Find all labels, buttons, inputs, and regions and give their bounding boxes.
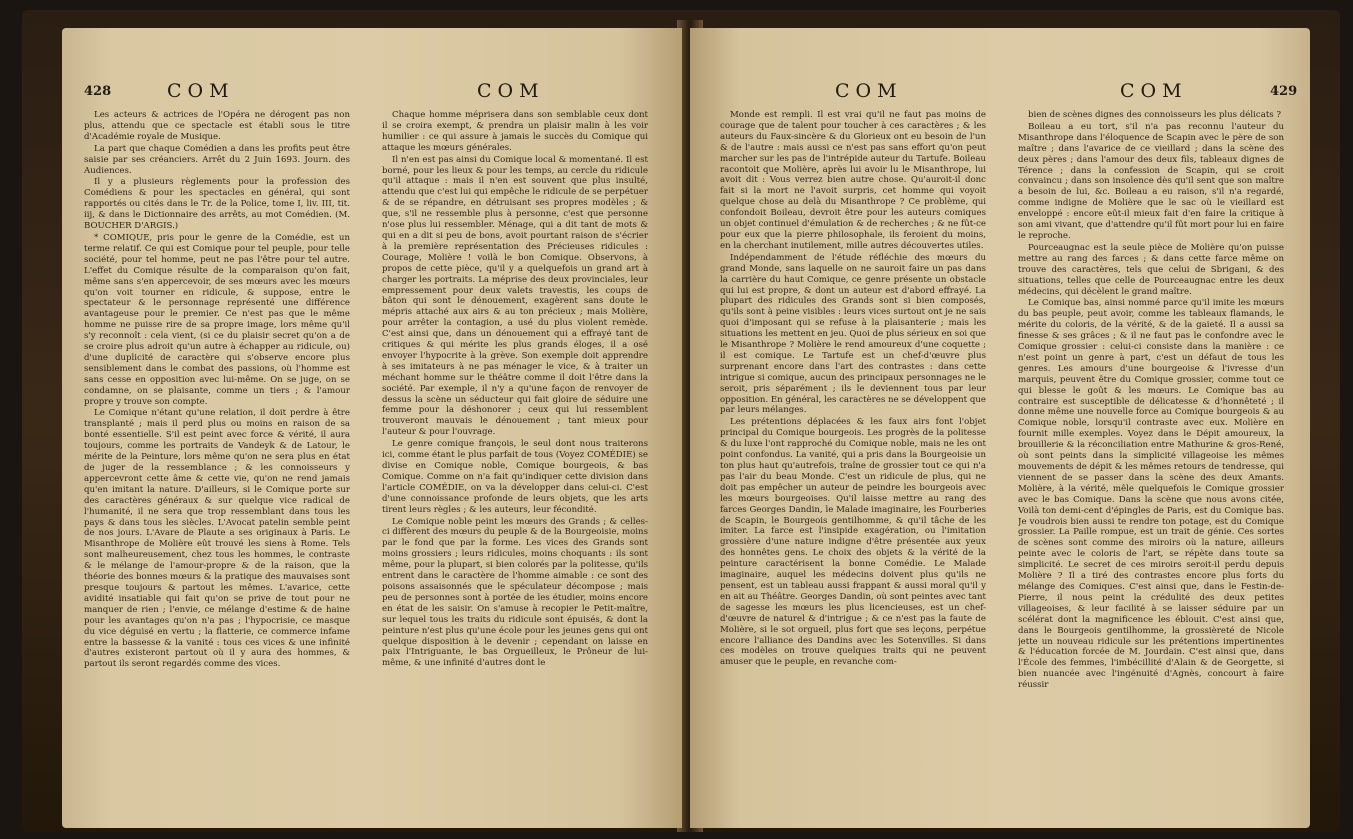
paragraph: Le Comique noble peint les mœurs des Grands ; & celles-ci diffèrent des mœurs du peuple & de la Bourgeoisie, moins par le fond que par la forme. Les vices des Grands sont moins grossiers ; leurs ridicules, moins choquants : ils sont même, pour la plupart, si bien colorés par la politesse, qu'ils entrent dans le caractère de l'homme aimable : ce sont des poisons assaisonnés que le spéculateur décompose ; mais peu de personnes sont à portée de les étudier, moins encore en état de les saisir. On s'amuse à recopier le Petit-maître, sur lequel tous les traits du ridicule sont épuisés, & dont la peinture n'est plus qu'une école pour les jeunes gens qui ont quelque disposition à le devenir ; cependant on laisse en paix l'Intriguante, le bas Orgueilleux, le Prôneur de lui-même, & une infinité d'autres dont le <box>382 516 648 669</box>
book-spread <box>22 10 1340 832</box>
paragraph: Le Comique bas, ainsi nommé parce qu'il imite les mœurs du bas peuple, peut avoir, comme les tableaux flamands, le mérite du coloris, de la vérité, & de la gaieté. Il a aussi sa finesse & ses grâces ; & il ne faut pas le confondre avec le Comique grossier : celui-ci consiste dans la manière : ce n'est point un genre à part, c'est un défaut de tous les genres. Les amours d'une bourgeoise & l'ivresse d'un marquis, peuvent être du Comique grossier, comme tout ce qui blesse le goût & les mœurs. Le Comique bas au contraire est susceptible de délicatesse & d'honnêteté ; il donne même une nouvelle force au Comique bourgeois & au Comique noble, lorsqu'il contraste avec eux. Molière en fournit mille exemples. Voyez dans le Dépit amoureux, la brouillerie & la réconciliation entre Mathurine & gros-René, où sont peints dans la simplicité villageoise les mêmes mouvements de dépit & les mêmes retours de tendresse, qui viennent de se passer dans la scène des deux Amants. Molière, à la vérité, mêle quelquefois le Comique grossier avec le bas Comique. Dans la scène que nous avons citée, Voilà ton demi-cent d'épingles de Paris, est du Comique bas. Je voudrois bien aussi te rendre ton potage, est du Comique grossier. La Paille rompue, est un trait de génie. Ces sortes de scènes sont comme des miroirs où la nature, ailleurs peinte avec le coloris de l'art, se répète dans toute sa simplicité. Le secret de ces miroirs seroit-il perdu depuis Molière ? Il a tiré des contrastes encore plus forts du mélange des Comiques. C'est ainsi que, dans le Festin-de-Pierre, il nous peint la crédulité des deux petites villageoises, & leur facilité à se laisser séduire par un scélérat dont la magnificence les éblouit. C'est ainsi que, dans le Bourgeois gentilhomme, la grossièreté de Nicole jette un nouveau ridicule sur les prétentions impertinentes & l'éducation forcée de M. Jourdain. C'est ainsi que, dans l'École des femmes, l'imbécillité d'Alain & de Georgette, si bien nuancée avec l'ingénuité d'Agnès, concourt à faire réussir <box>1018 298 1284 691</box>
right-page <box>690 28 1310 828</box>
page-number-right: 429 <box>1270 84 1298 99</box>
paragraph: Le genre comique françois, le seul dont nous traiterons ici, comme étant le plus parfait de tous (Voyez COMÉDIE) se divise en Comique noble, Comique bourgeois, & bas Comique. Comme on n'a fait qu'indiquer cette division dans l'article COMÉDIE, on va la développer dans celui-ci. C'est d'une connoissance profonde de leurs objets, que les arts tirent leurs règles ; & les auteurs, leur fécondité. <box>382 439 648 515</box>
left-page-column-2 <box>382 110 648 810</box>
running-head-left-2: COM <box>477 80 545 102</box>
paragraph: Les prétentions déplacées & les faux airs font l'objet principal du Comique bourgeois. Les progrès de la politesse & du luxe l'ont rapproché du Comique noble, mais ne les ont point confondus. La vanité, qui a pris dans la Bourgeoisie un ton plus haut qu'autrefois, traîne de grossier tout ce qui n'a pas l'air du beau Monde. C'est un ridicule de plus, qui ne doit pas empêcher un auteur de peindre les bourgeois avec les mœurs bourgeoises. Qu'il laisse mettre au rang des farces Georges Dandin, le Malade imaginaire, les Fourberies de Scapin, le Bourgeois gentilhomme, & qu'il tâche de les imiter. La farce est l'insipide exagération, ou l'imitation grossière d'une nature indigne d'être présentée aux yeux des honnêtes gens. Le choix des objets & la vérité de la peinture caractérisent la bonne Comédie. Le Malade imaginaire, auquel les médecins doivent plus qu'ils ne pensent, est un tableau aussi frappant & aussi moral qu'il y en ait au Théâtre. Georges Dandin, où sont peintes avec tant de sagesse les mœurs les plus licencieuses, est un chef-d'œuvre de naturel & d'intrigue ; & ce n'est pas la faute de Molière, si le sot orgueil, plus fort que ses leçons, perpétue encore l'alliance des Dandins avec les Sotenvilles. Si dans ces modèles on trouve quelques traits qui ne peuvent amuser que le peuple, en revanche com- <box>720 417 986 668</box>
paragraph: * COMIQUE, pris pour le genre de la Comédie, est un terme relatif. Ce qui est Comique pour tel peuple, pour telle société, pour tel homme, peut ne pas l'être pour tel autre. L'effet du Comique résulte de la comparaison qu'on fait, même sans s'en appercevoir, de ses mœurs avec les mœurs qu'on voit tourner en ridicule, & suppose, entre le spectateur & le personnage représenté une différence avantageuse pour le premier. Ce n'est pas que le même homme ne puisse rire de sa propre image, lors même qu'il s'y reconnoît : cela vient, (si ce du plaisir secret qu'on a de se croire plus adroit qu'un autre à échapper au ridicule, ou) d'une duplicité de caractère qui s'observe encore plus sensiblement dans le combat des passions, où l'homme est sans cesse en opposition avec lui-même. On se juge, on se condamne, on se plaisante, comme un tiers ; & l'amour propre y trouve son compte. <box>84 232 350 407</box>
running-head-right-2: COM <box>1120 80 1188 102</box>
paragraph: Il y a plusieurs règlements pour la profession des Comédiens & pour les spectacles en général, qui sont rapportés ou cités dans le Tr. de la Police, tome I, liv. III, tit. iij, & dans le Dictionnaire des arrêts, au mot Comédien. (M. BOUCHER D'ARGIS.) <box>84 177 350 232</box>
paragraph: Monde est rempli. Il est vrai qu'il ne faut pas moins de courage que de talent pour toucher à ces caractères ; & les auteurs du Faux-sincère & du Glorieux ont eu besoin de l'un & de l'autre : mais aussi ce n'est pas sans effort qu'on peut marcher sur les pas de l'intrépide auteur du Tartufe. Boileau racontoit que Molière, après lui avoir lu le Misanthrope, lui avoit dit : Vous verrez bien autre chose. Qu'auroit-il donc fait si la mort ne l'avoit surpris, cet homme qui voyoit quelque chose au delà du Misanthrope ? Ce problème, qui confondoit Boileau, devroit être pour les auteurs comiques un objet continuel d'émulation & de recherches ; & ne fût-ce pour eux que la pierre philosophale, ils feroient du moins, en la cherchant inutilement, mille autres découvertes utiles. <box>720 110 986 251</box>
running-head-right-1: COM <box>835 80 903 102</box>
right-page-column-1 <box>720 110 986 810</box>
left-page <box>62 28 682 828</box>
page-number-left: 428 <box>84 84 112 99</box>
paragraph: La part que chaque Comédien a dans les profits peut être saisie par ses créanciers. Arrêt du 2 Juin 1693. Journ. des Audiences. <box>84 143 350 176</box>
paragraph: Chaque homme méprisera dans son semblable ceux dont il se croira exempt, & prendra un plaisir malin à les voir humilier : ce qui assure à jamais le succès du Comique qui attaque les mœurs générales. <box>382 110 648 153</box>
paragraph: Pourceaugnac est la seule pièce de Molière qu'on puisse mettre au rang des farces ; & dans cette farce même on trouve des caractères, tels que celui de Sbrigani, & des situations, telles que celle de Pourceaugnac entre les deux médecins, qui décèlent le grand maître. <box>1018 242 1284 297</box>
paragraph: bien de scènes dignes des connoisseurs les plus délicats ? <box>1028 110 1282 120</box>
paragraph: Les acteurs & actrices de l'Opéra ne dérogent pas non plus, attendu que ce spectacle est établi sous le titre d'Académie royale de Musique. <box>84 110 350 142</box>
running-head-left-1: COM <box>167 80 235 102</box>
right-page-column-2 <box>1018 110 1284 810</box>
left-page-column-1 <box>84 110 350 810</box>
paragraph: Boileau a eu tort, s'il n'a pas reconnu l'auteur du Misanthrope dans l'éloquence de Scapin avec le père de son maître ; dans l'avarice de ce vieillard ; dans la scène des deux pères ; dans l'amour des deux fils, tableaux dignes de Térence ; dans la confession de Scapin, qui se croit convaincu ; dans son insolence dès qu'il sent que son maître a besoin de lui, &c. Boileau a eu raison, s'il n'a regardé, comme indigne de Molière que le sac où le vieillard est enveloppé : encore eût-il mieux fait d'en faire la critique à son ami vivant, que d'attendre qu'il fût mort pour lui en faire le reproche. <box>1018 121 1284 241</box>
paragraph: Il n'en est pas ainsi du Comique local & momentané. Il est borné, pour les lieux & pour les temps, au cercle du ridicule qu'il attaque : mais il n'en est souvent que plus insulté, attendu que c'est lui qui empêche le ridicule de se perpétuer & de se répandre, en détruisant ses propres modèles ; & que, s'il ne ressemble plus à personne, c'est que personne n'ose plus lui ressembler. Ménage, qui a dit tant de mots & qui en a dit si peu de bons, avoit pourtant raison de s'écrier à la première représentation des Précieuses ridicules : Courage, Molière ! voilà le bon Comique. Observons, à propos de cette pièce, qu'il y a quelquefois un grand art à charger les portraits. La méprise des deux provinciales, leur empressement pour deux valets travestis, les coups de bâton qui sont le dénouement, exagèrent sans doute le mépris attaché aux airs & au ton précieux ; mais Molière, pour arrêter la contagion, a usé du plus violent remède. C'est ainsi que, dans un dénouement qui a effrayé tant de critiques & qui mérite les plus grands éloges, il a osé envoyer l'hypocrite à la grève. Son exemple doit apprendre à ses imitateurs à ne pas ménager le vice, & à traiter un méchant homme sur le théâtre comme il doit l'être dans la société. Par exemple, il n'y a qu'une façon de renvoyer de dessus la scène un séducteur qui fait gloire de séduire une femme pour la déshonorer ; ceux qui lui ressemblent trouveront mauvais le dénouement ; tant mieux pour l'auteur & pour l'ouvrage. <box>382 154 648 438</box>
paragraph: Indépendamment de l'étude réfléchie des mœurs du grand Monde, sans laquelle on ne sauroit faire un pas dans la carrière du haut Comique, ce genre présente un obstacle qui lui est propre, & dont un auteur est d'abord effrayé. La plupart des ridicules des Grands sont si bien composés, qu'ils sont à peine visibles : leurs vices surtout ont je ne sais quoi d'imposant qui se refuse à la plaisanterie ; mais les situations les mettent en jeu. Quoi de plus sérieux en soi que le Misanthrope ? Molière le rend amoureux d'une coquette ; il est comique. Le Tartufe est un chef-d'œuvre plus surprenant encore dans l'art des contrastes : dans cette intrigue si comique, aucun des principaux personnages ne le seroit, pris séparément ; ils le deviennent tous par leur opposition. En général, les caractères ne se développent que par leurs mélanges. <box>720 252 986 416</box>
paragraph: Le Comique n'étant qu'une relation, il doit perdre à être transplanté ; mais il perd plus ou moins en raison de sa bonté essentielle. S'il est peint avec force & vérité, il aura toujours, comme les portraits de Vandeyk & de Latour, le mérite de la Peinture, lors même qu'on ne sera plus en état de juger de la ressemblance ; & les connoisseurs y appercevront cette âme & cette vie, qu'on ne rend jamais qu'en imitant la nature. D'ailleurs, si le Comique porte sur des caractères généraux & sur quelque vice radical de l'humanité, il ne sera que trop ressemblant dans tous les pays & dans tous les siècles. L'Avocat patelin semble peint de nos jours. L'Avare de Plaute a ses originaux à Paris. Le Misanthrope de Molière eût trouvé les siens à Rome. Tels sont malheureusement, chez tous les hommes, le contraste & le mélange de l'amour-propre & de la raison, que la théorie des bonnes mœurs & la pratique des mauvaises sont presque toujours & partout les mêmes. L'avarice, cette avidité insatiable qui fait qu'on se prive de tout pour ne manquer de rien ; l'envie, ce mélange d'estime & de haine pour les avantages qu'on n'a pas ; l'hypocrisie, ce masque du vice déguisé en vertu ; la flatterie, ce commerce infame entre la bassesse & la vanité : tous ces vices & une infinité d'autres existeront partout où il y aura des hommes, & partout ils seront regardés comme des vices. <box>84 408 350 670</box>
